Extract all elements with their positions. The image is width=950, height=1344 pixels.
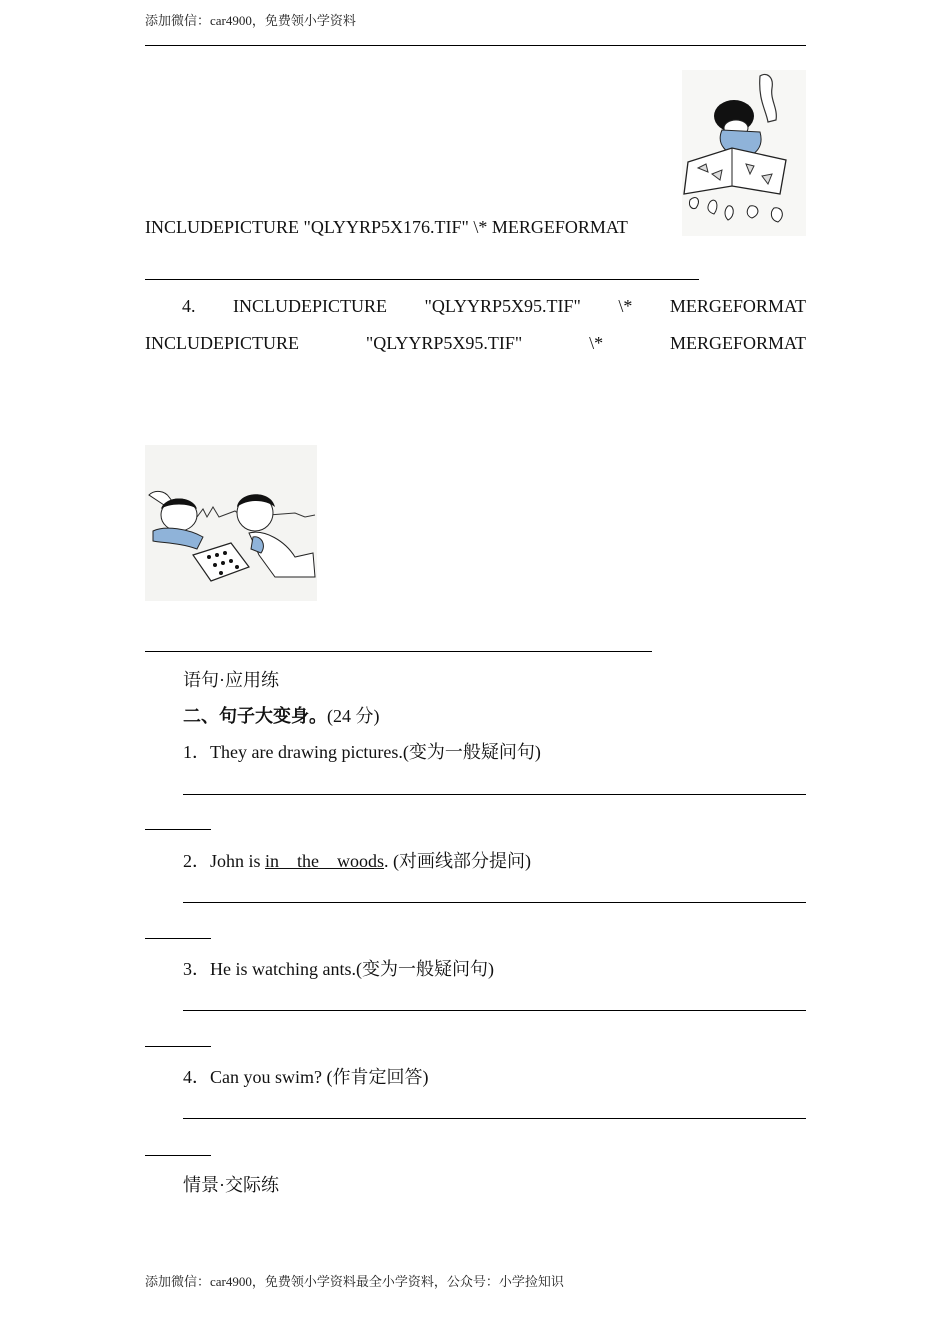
question-2 <box>183 847 531 873</box>
section-title-bold: 二、句子大变身。 <box>183 706 327 726</box>
answer-line-continuation <box>145 829 211 830</box>
question-number: 3． <box>183 959 210 979</box>
field-token: MERGEFORMAT <box>669 296 806 316</box>
answer-line <box>145 651 652 652</box>
field-token: MERGEFORMAT <box>669 333 806 353</box>
question-pre: John is <box>210 851 266 871</box>
answer-line-continuation <box>145 1046 211 1047</box>
answer-line <box>183 902 806 903</box>
item4-line1 <box>145 296 806 317</box>
header-rule <box>145 45 806 46</box>
section-heading-situation: 情景·交际练 <box>183 1175 279 1195</box>
illustration-two-boys-game <box>145 445 317 601</box>
page-footer: 添加微信：car4900，免费领小学资料最全小学资料，公众号：小学捡知识 <box>145 1274 564 1289</box>
field-token: \* <box>618 296 633 316</box>
field-token: "QLYYRP5X95.TIF" <box>424 296 581 316</box>
answer-line-continuation <box>145 938 211 939</box>
field-token: INCLUDEPICTURE <box>233 296 387 316</box>
picture-field-code-1: INCLUDEPICTURE "QLYYRP5X176.TIF" \* MERGEFORMAT <box>145 217 628 237</box>
section-title-score: (24 分) <box>327 706 380 726</box>
page-header: 添加微信：car4900，免费领小学资料 <box>145 13 356 28</box>
item4-number: 4. <box>182 296 196 316</box>
section-title <box>183 702 380 728</box>
question-text: Can you swim? (作肯定回答) <box>210 1067 429 1087</box>
question-4 <box>183 1063 428 1089</box>
question-text: They are drawing pictures.(变为一般疑问句) <box>210 742 541 762</box>
question-3 <box>183 955 494 981</box>
question-text: He is watching ants.(变为一般疑问句) <box>210 959 494 979</box>
child-leaves-drawing <box>682 70 806 236</box>
answer-line-continuation <box>145 1155 211 1156</box>
question-number: 2． <box>183 851 210 871</box>
two-boys-drawing <box>145 445 317 601</box>
field-token: \* <box>589 333 604 353</box>
question-post: . (对画线部分提问) <box>384 851 532 871</box>
question-number: 1． <box>183 742 210 762</box>
question-number: 4． <box>183 1067 210 1087</box>
illustration-child-with-leaves <box>682 70 806 236</box>
question-1 <box>183 738 541 764</box>
answer-line <box>183 1118 806 1119</box>
answer-line <box>183 794 806 795</box>
answer-line <box>183 1010 806 1011</box>
field-token: INCLUDEPICTURE <box>145 333 299 353</box>
underlined-phrase: in the woods <box>265 851 385 871</box>
section-heading-sentence-practice: 语句·应用练 <box>183 670 279 690</box>
field-token: "QLYYRP5X95.TIF" <box>365 333 523 353</box>
answer-line <box>145 279 699 280</box>
item4-line2 <box>145 333 806 354</box>
